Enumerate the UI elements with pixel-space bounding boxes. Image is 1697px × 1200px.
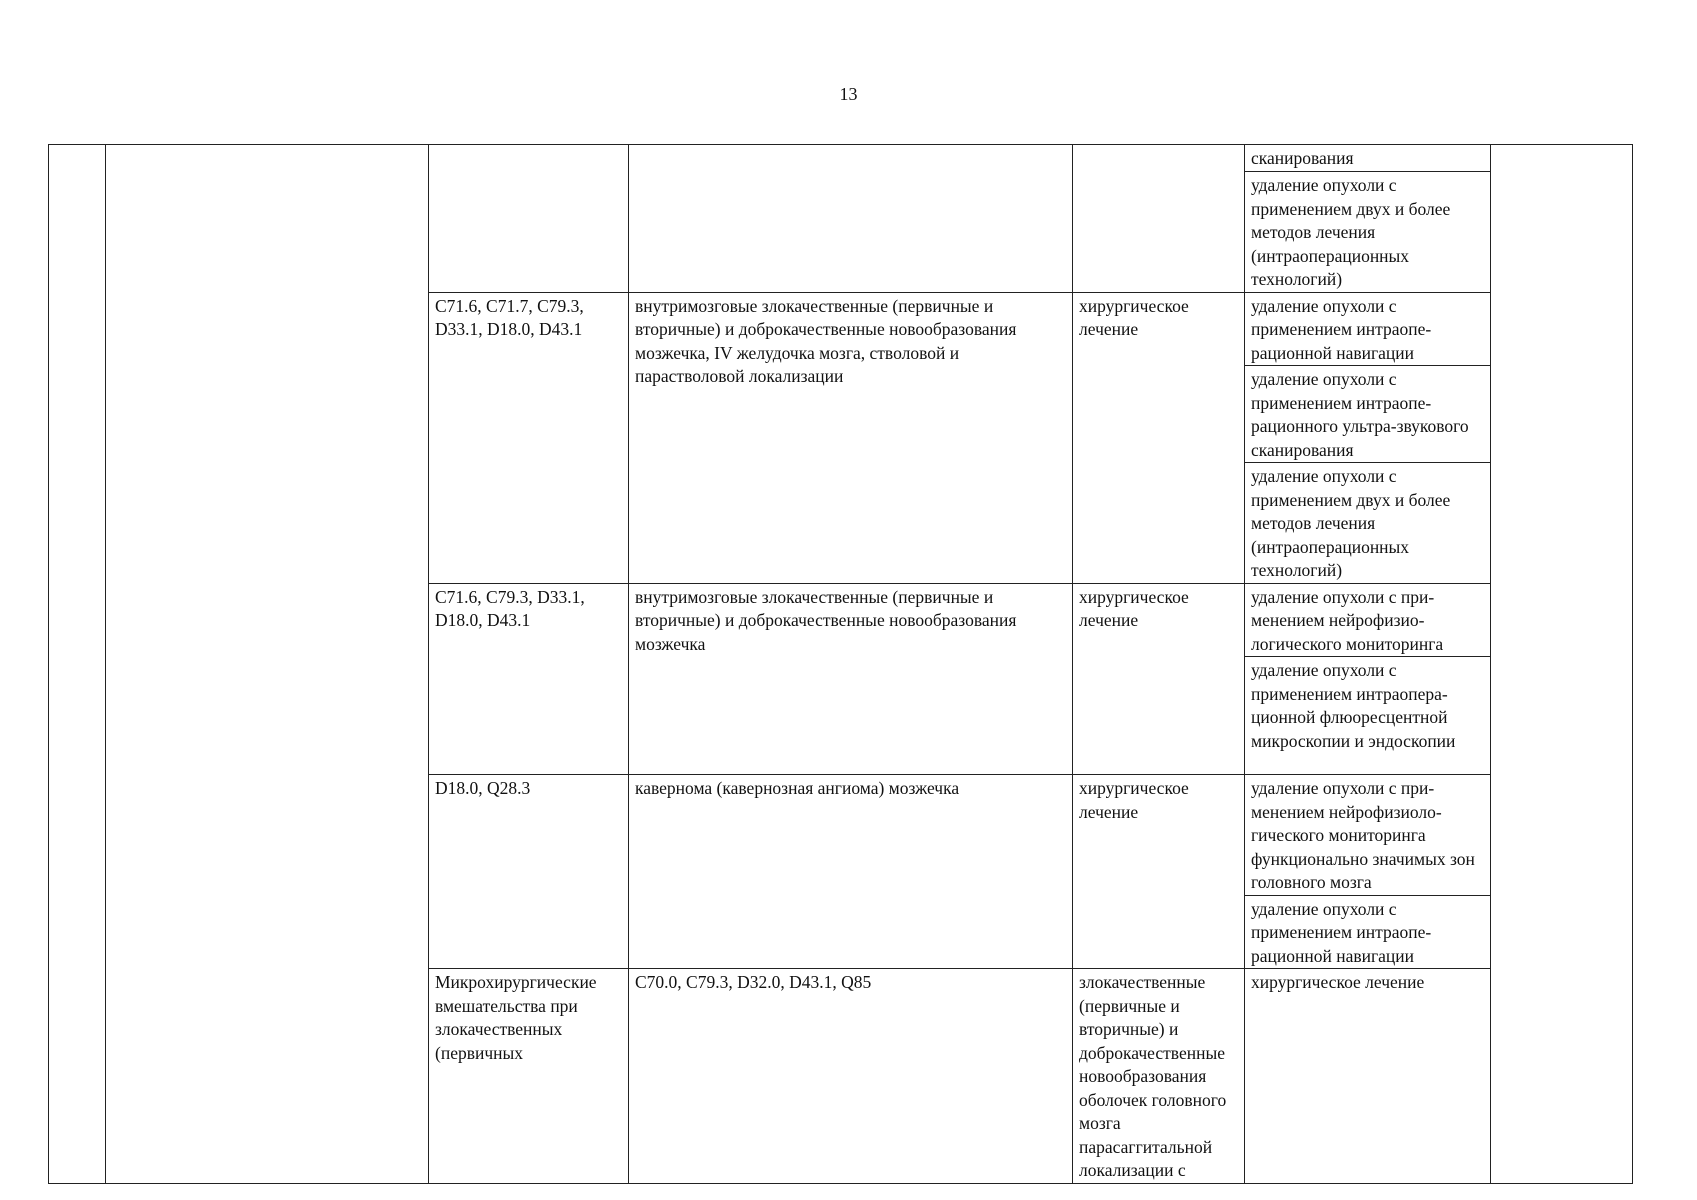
method-cell: удаление опухоли с применением интраопе-рационной навигации xyxy=(1245,292,1491,366)
codes-cell: D18.0, Q28.3 xyxy=(429,775,629,969)
method-cell: удаление опухоли с применением двух и более методов лечения (интраоперационных технологий) xyxy=(1245,172,1491,293)
method-cell: удаление опухоли с применением интраопе-рационной навигации xyxy=(1245,895,1491,969)
treatment-type-cell: хирургическое лечение xyxy=(1073,292,1245,583)
treatment-type-cell: хирургическое лечение xyxy=(1073,775,1245,969)
treatment-type-cell: хирургическое лечение xyxy=(1245,969,1491,1184)
diagnosis-cell: кавернома (кавернозная ангиома) мозжечка xyxy=(629,775,1073,969)
treatment-type-cell xyxy=(1073,145,1245,293)
name-cell: Микрохирургические вмешательства при злокачественных (первичных xyxy=(429,969,629,1184)
method-cell: сканирования xyxy=(1245,145,1491,172)
method-cell: удаление опухоли с применением интраопера-ционной флюоресцентной микроскопии и эндоскопии xyxy=(1245,657,1491,775)
last-column-cell-empty xyxy=(1491,145,1633,1184)
method-cell: удаление опухоли с применением двух и более методов лечения (интраоперационных технологий) xyxy=(1245,463,1491,584)
method-cell: удаление опухоли с применением интраопе-рационного ультра-звукового сканирования xyxy=(1245,366,1491,463)
number-cell-empty xyxy=(49,145,106,1184)
page-number: 13 xyxy=(839,84,858,104)
table-row xyxy=(49,145,1633,172)
codes-cell: C70.0, C79.3, D32.0, D43.1, Q85 xyxy=(629,969,1073,1184)
diagnosis-cell xyxy=(629,145,1073,293)
method-cell: удаление опухоли с при-менением нейрофизио-логического мониторинга xyxy=(1245,583,1491,657)
name-cell-empty xyxy=(106,145,429,1184)
diagnosis-cell: внутримозговые злокачественные (первичные и вторичные) и доброкачественные новообразования мозжечка, IV желудочка мозга, стволовой и парастволовой локализации xyxy=(629,292,1073,583)
codes-cell xyxy=(429,145,629,293)
codes-cell: C71.6, C71.7, C79.3, D33.1, D18.0, D43.1 xyxy=(429,292,629,583)
treatment-type-cell: хирургическое лечение xyxy=(1073,583,1245,775)
diagnosis-cell: внутримозговые злокачественные (первичные и вторичные) и доброкачественные новообразования мозжечка xyxy=(629,583,1073,775)
codes-cell: C71.6, C79.3, D33.1, D18.0, D43.1 xyxy=(429,583,629,775)
method-cell: удаление опухоли с при-менением нейрофизиоло-гического мониторинга функционально значимых зон головного мозга xyxy=(1245,775,1491,896)
diagnosis-cell: злокачественные (первичные и вторичные) и доброкачественные новообразования оболочек головного мозга парасаггитальной локализации с xyxy=(1073,969,1245,1184)
procedures-table xyxy=(48,144,1633,1184)
